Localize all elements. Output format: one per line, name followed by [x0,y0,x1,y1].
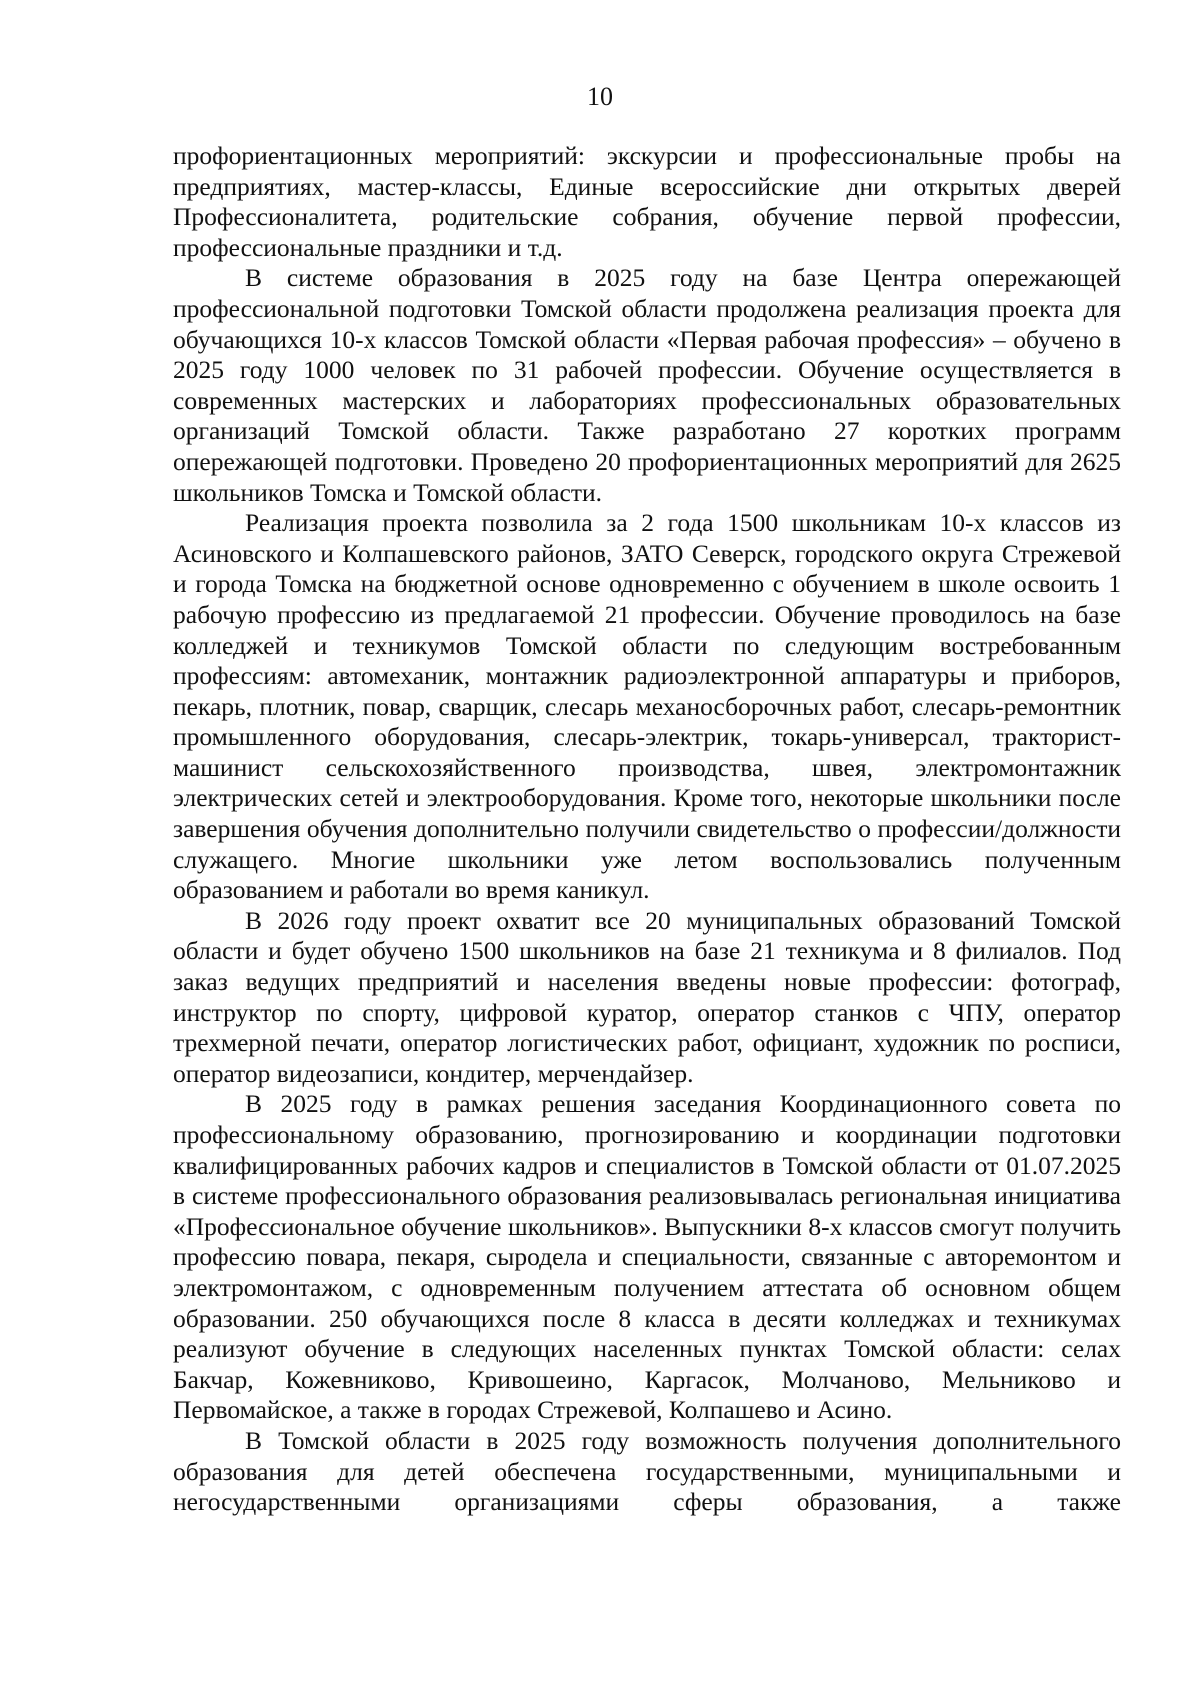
paragraph: профориентационных мероприятий: экскурсии и профессиональные пробы на предприятиях, мастер-классы, Единые всероссийские дни открытых дверей Профессионалитета, родительские собрания, обучение первой профессии, профессиональные праздники и т.д. [173,141,1121,262]
page-number: 10 [587,82,613,111]
paragraph: Реализация проекта позволила за 2 года 1500 школьникам 10-х классов из Асиновского и Колпашевского районов, ЗАТО Северск, городского округа Стрежевой и города Томска на бюджетной основе одновременно с обучением в школе освоить 1 рабочую профессию из предлагаемой 21 профессии. Обучение проводилось на базе колледжей и техникумов Томской области по следующим востребованным профессиям: автомеханик, монтажник радиоэлектронной аппаратуры и приборов, пекарь, плотник, повар, сварщик, слесарь механосборочных работ, слесарь-ремонтник промышленного оборудования, слесарь-электрик, токарь-универсал, тракторист-машинист сельскохозяйственного производства, швея, электромонтажник электрических сетей и электрооборудования. Кроме того, некоторые школьники после завершения обучения дополнительно получили свидетельство о профессии/должности служащего. Многие школьники уже летом воспользовались полученным образованием и работали во время каникул. [173,508,1121,905]
document-body [173,141,1121,1518]
paragraph: В системе образования в 2025 году на базе Центра опережающей профессиональной подготовки Томской области продолжена реализация проекта для обучающихся 10-х классов Томской области «Первая рабочая профессия» – обучено в 2025 году 1000 человек по 31 рабочей профессии. Обучение осуществляется в современных мастерских и лабораториях профессиональных образовательных организаций Томской области. Также разработано 27 коротких программ опережающей подготовки. Проведено 20 профориентационных мероприятий для 2625 школьников Томска и Томской области. [173,263,1121,507]
paragraph: В 2025 году в рамках решения заседания Координационного совета по профессиональному образованию, прогнозированию и координации подготовки квалифицированных рабочих кадров и специалистов в Томской области от 01.07.2025 в системе профессионального образования реализовывалась региональная инициатива «Профессиональное обучение школьников». Выпускники 8-х классов смогут получить профессию повара, пекаря, сыродела и специальности, связанные с авторемонтом и электромонтажом, с одновременным получением аттестата об основном общем образовании. 250 обучающихся после 8 класса в десяти колледжах и техникумах реализуют обучение в следующих населенных пунктах Томской области: селах Бакчар, Кожевниково, Кривошеино, Каргасок, Молчаново, Мельниково и Первомайское, а также в городах Стрежевой, Колпашево и Асино. [173,1089,1121,1425]
paragraph: В Томской области в 2025 году возможность получения дополнительного образования для детей обеспечена государственными, муниципальными и негосударственными организациями сферы образования, а также [173,1425,1121,1517]
paragraph: В 2026 году проект охватит все 20 муниципальных образований Томской области и будет обучено 1500 школьников на базе 21 техникума и 8 филиалов. Под заказ ведущих предприятий и населения введены новые профессии: фотограф, инструктор по спорту, цифровой куратор, оператор станков с ЧПУ, оператор трехмерной печати, оператор логистических работ, официант, художник по росписи, оператор видеозаписи, кондитер, мерчендайзер. [173,905,1121,1088]
